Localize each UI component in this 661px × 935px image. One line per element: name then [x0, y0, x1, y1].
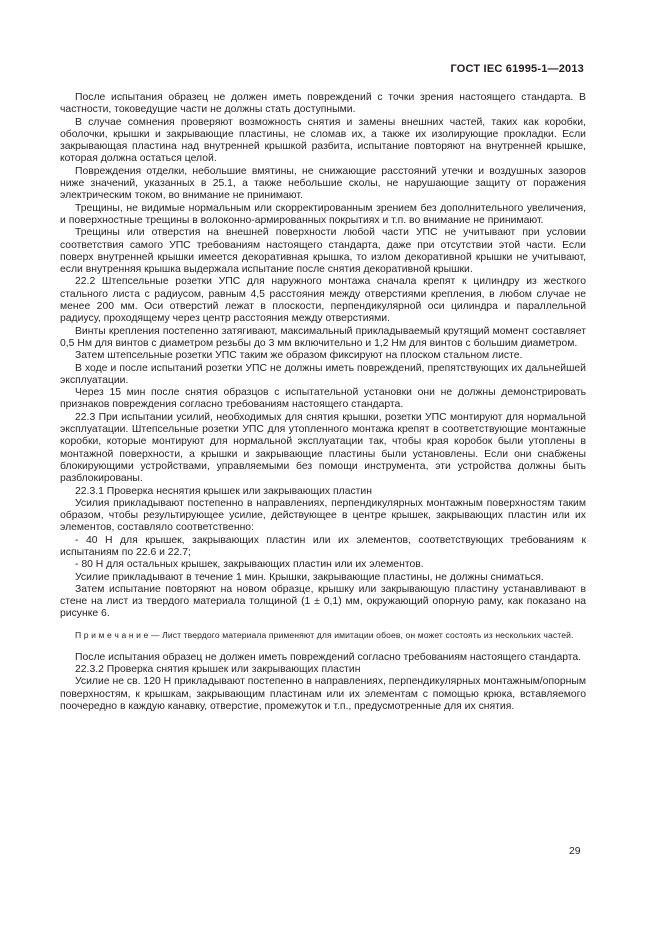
body-paragraph: Трещины, не видимые нормальным или скорректированным зрением без дополнительного увеличения, и поверхностные трещины в волоконно-армированных покрытиях и т.п. во внимание не принимают. [60, 202, 586, 226]
body-paragraph: Затем штепсельные розетки УПС таким же образом фиксируют на плоском стальном листе. [75, 350, 523, 362]
body-paragraph: 22.3.1 Проверка неснятия крышек или закрывающих пластин [75, 485, 372, 497]
body-paragraph: - 80 Н для остальных крышек, закрывающих пластин или их элементов. [75, 559, 424, 571]
body-paragraph: Усилие прикладывают в течение 1 мин. Крышки, закрывающие пластины, не должны сниматься. [75, 571, 544, 583]
body-paragraph: Затем испытание повторяют на новом образце, крышку или закрывающую пластину устанавливают в стене на лист из твердого материала толщиной (1 ± 0,1) мм, окружающий опорную раму, как показано на рисунке 6. [60, 583, 586, 620]
note-paragraph: П р и м е ч а н и е — Лист твердого материала применяют для имитации обоев, он может состоять из нескольких частей. [75, 629, 574, 640]
body-paragraph: Усилие не св. 120 Н прикладывают постепенно в направлениях, перпендикулярных монтажным/опорным поверхностям, к крышкам, закрывающим пластинам или их элементам с помощью крюка, вставляемого поочередно в каждую канавку, отверстие, промежуток и т.п., предусмотренные для их снятия. [60, 676, 586, 712]
body-paragraph: После испытания образец не должен иметь повреждений с точки зрения настоящего стандарта. В частности, токоведущие части не должны стать доступными. [60, 92, 586, 116]
page-number: 29 [569, 846, 581, 857]
body-paragraph: - 40 Н для крышек, закрывающих пластин или их элементов, соответствующих требованиям к испытаниям по 22.6 и 22.7; [60, 534, 586, 558]
standard-header: ГОСТ IEC 61995-1—2013 [450, 63, 584, 75]
body-paragraph: После испытания образец не должен иметь повреждений согласно требованиям настоящего стандарта. [75, 651, 582, 663]
page-body [60, 92, 586, 713]
body-paragraph: Винты крепления постепенно затягивают, максимальный прикладываемый крутящий момент составляет 0,5 Нм для винтов с диаметром резьбы до 3 мм включительно и 1,2 Нм для винтов с большим диаметром. [60, 325, 586, 349]
body-paragraph: 22.3 При испытании усилий, необходимых для снятия крышки, розетки УПС монтируют для нормальной эксплуатации. Штепсельные розетки УПС для утопленного монтажа крепят в соответствующие монтажные коробки, которые монтируют для нормальной эксплуатации так, чтобы края коробок были утоплены в монтажной поверхности, а крышки и закрывающие пластины были установлены. Если они снабжены блокирующими устройствами, управляемыми без помощи инструмента, эти устройства должны быть разблокированы. [60, 411, 586, 485]
body-paragraph: Через 15 мин после снятия образцов с испытательной установки они не должны демонстрировать признаков повреждения согласно требованиям настоящего стандарта. [60, 387, 586, 411]
body-paragraph: 22.2 Штепсельные розетки УПС для наружного монтажа сначала крепят к цилиндру из жесткого стального листа с радиусом, равным 4,5 расстояния между отверстиями крепления, в любом случае не менее 200 мм. Оси отверстий лежат в плоскости, перпендикулярной оси цилиндра и параллельной радиусу, проходящему через центр расстояния между отверстиями. [60, 276, 586, 325]
body-paragraph: Повреждения отделки, небольшие вмятины, не снижающие расстояний утечки и воздушных зазоров ниже значений, указанных в 25.1, а также небольшие сколы, не нарушающие защиту от поражения электрическим током, во внимание не принимают. [60, 165, 586, 202]
body-paragraph: Трещины или отверстия на внешней поверхности любой части УПС не учитывают при условии соответствия самого УПС требованиям настоящего стандарта, даже при отсутствии этой части. Если поверх внутренней крышки имеется декоративная крышка, то излом декоративной крышки не учитывают, если внутренняя крышка выдержала испытание после снятия декоративной крышки. [60, 227, 586, 276]
body-paragraph: 22.3.2 Проверка снятия крышек или закрывающих пластин [75, 664, 361, 676]
body-paragraph: В ходе и после испытаний розетки УПС не должны иметь повреждений, препятствующих их дальнейшей эксплуатации. [60, 362, 586, 386]
body-paragraph: Усилия прикладывают постепенно в направлениях, перпендикулярных монтажным поверхностям таким образом, чтобы результирующее усилие, действующее в центре крышек, закрывающих пластин или их элементов, составляло соответственно: [60, 497, 586, 534]
body-paragraph: В случае сомнения проверяют возможность снятия и замены внешних частей, таких как коробки, оболочки, крышки и закрывающие пластины, не сломав их, а также их изолирующие прокладки. Если закрывающая пластина над внутренней крышкой разбита, испытание повторяют на внутренней крышке, которая должна остаться целой. [60, 116, 586, 165]
